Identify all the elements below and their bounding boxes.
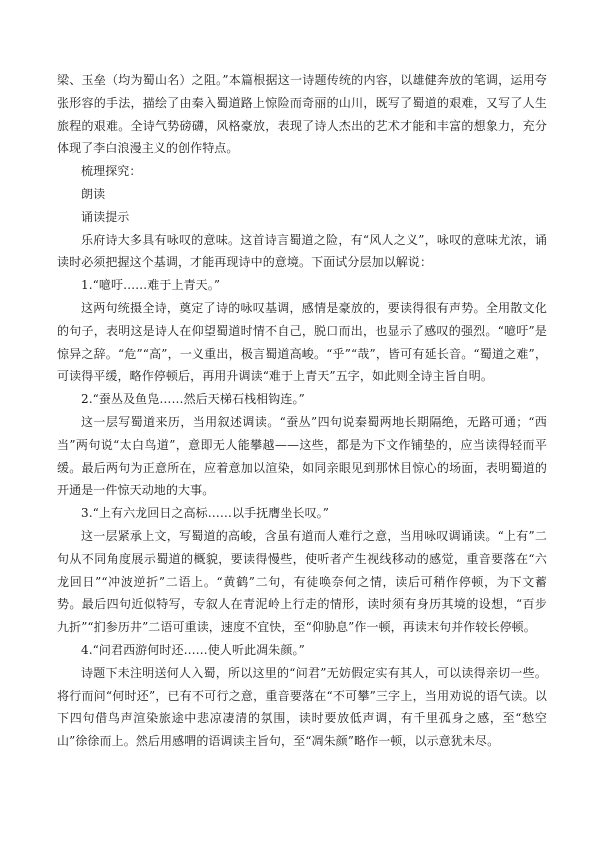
section-3-body: 这一层紧承上文，写蜀道的高峻，含虽有道而人难行之意，当用咏叹调诵读。“上有”二句从不同角度展示蜀道的概貌，要读得慢些，使听者产生视线移动的感觉，重音要落在“六龙回日”“冲波逆折”二语上。“黄鹤”二句，有徒唤奈何之情，读后可稍作停顿，为下文蓄势。最后四句近似特写，专叙人在青泥岭上行走的情形，读时须有身历其境的设想，“百步九折”“扪参历井”二语可重读，速度不宜快，至“仰胁息”作一顿，再读末句并作较长停顿。 xyxy=(57,528,547,635)
section-2-body: 这一层写蜀道来历，当用叙述调读。“蚕丛”四句说秦蜀两地长期隔绝，无路可通；“西当”两句说“太白鸟道”，意即无人能攀越——这些，都是为下文作铺垫的，应当读得轻而平缓。最后两句为正意所在，应着意加以渲染，如同亲眼见到那怵目惊心的场面，表明蜀道的开通是一件惊天动地的大事。 xyxy=(57,414,547,498)
section-4-heading: 4.“问君西游何时还……使人听此凋朱颜。” xyxy=(81,642,305,657)
section-4-body: 诗题下未注明送何人入蜀，所以这里的“问君”无妨假定实有其人，可以读得亲切一些。将行而问“何时还”，已有不可行之意，重音要落在“不可攀”三字上，当用劝说的语气读。以下四句借鸟声渲染旅途中悲凉凄清的氛围，读时要放低声调，有千里孤身之感，至“愁空山”徐徐而上。然后用感喟的语调读主旨句，至“凋朱颜”略作一顿，以示意犹未尽。 xyxy=(57,665,547,749)
heading-reading-tips: 诵读提示 xyxy=(81,209,130,224)
section-2-heading: 2.“蚕丛及鱼凫……然后天梯石栈相钩连。” xyxy=(81,392,305,407)
section-1-body: 这两句统摄全诗，奠定了诗的咏叹基调，感情是豪放的，要读得很有声势。全用散文化的句子，表明这是诗人在仰望蜀道时情不自己，脱口而出，也显示了感叹的强烈。“噫吁”是惊异之辞。“危”“高”，一义重出，极言蜀道高峻。“乎”“哉”，皆可有延长音。“蜀道之难”，可读得平缓，略作停顿后，再用升调读“难于上青天”五字，如此则全诗主旨自明。 xyxy=(57,300,547,384)
paragraph-intro-continuation: 梁、玉垒（均为蜀山名）之阻。”本篇根据这一诗题传统的内容，以雄健奔放的笔调，运用夸张形容的手法，描绘了由秦入蜀道路上惊险而奇丽的山川，既写了蜀道的艰难，又写了人生旅程的艰难。全诗气势磅礴，风格豪放，表现了诗人杰出的艺术才能和丰富的想象力，充分体现了李白浪漫主义的创作特点。 xyxy=(57,73,547,156)
heading-reading-aloud: 朗读 xyxy=(81,186,106,201)
paragraph-reading-tips: 乐府诗大多具有咏叹的意味。这首诗言蜀道之险，有“风人之义”，咏叹的意味尤浓，诵读时必须把握这个基调，才能再现诗中的意境。下面试分层加以解说： xyxy=(57,232,547,270)
section-1-heading: 1.“噫吁……难于上青天。” xyxy=(81,278,221,293)
section-3-heading: 3.“上有六龙回日之高标……以手抚膺坐长叹。” xyxy=(81,506,330,521)
heading-sorting-exploration: 梳理探究： xyxy=(81,164,142,179)
document-body xyxy=(57,69,547,753)
